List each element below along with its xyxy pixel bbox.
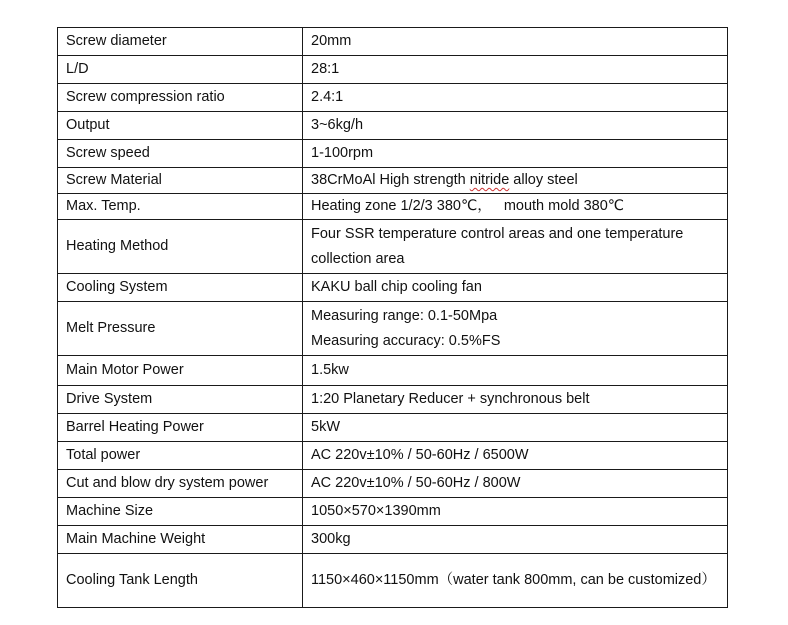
row-value: 1.5kw [303,356,728,386]
row-value: Heating zone 1/2/3 380℃， mouth mold 380℃ [303,194,728,220]
row-value: 2.4:1 [303,84,728,112]
row-value [303,168,728,194]
table-row [58,526,728,554]
table-row [58,56,728,84]
row-value: 1:20 Planetary Reducer + synchronous belt [303,386,728,414]
row-label: Barrel Heating Power [58,414,303,442]
table-row [58,28,728,56]
table-row [58,84,728,112]
value-line: Measuring range: 0.1-50Mpa [311,307,498,324]
row-label: Screw speed [58,140,303,168]
row-value: 1150×460×1150mm（water tank 800mm, can be customized） [303,554,728,608]
row-value: AC 220v±10% / 50-60Hz / 6500W [303,442,728,470]
row-value: KAKU ball chip cooling fan [303,274,728,302]
row-value: 5kW [303,414,728,442]
table-row [58,498,728,526]
row-label: Main Machine Weight [58,526,303,554]
row-value: 20mm [303,28,728,56]
table-row [58,112,728,140]
row-label: Max. Temp. [58,194,303,220]
row-label: Melt Pressure [58,302,303,356]
row-label: Cut and blow dry system power [58,470,303,498]
row-label: Output [58,112,303,140]
value-text: alloy steel [509,172,578,188]
table-row [58,168,728,194]
row-value: 1050×570×1390mm [303,498,728,526]
row-label: Cooling System [58,274,303,302]
table-row [58,140,728,168]
row-label: Screw Material [58,168,303,194]
spec-table [57,27,728,608]
row-label: Heating Method [58,220,303,274]
table-row [58,302,728,356]
row-label: Drive System [58,386,303,414]
spellcheck-flagged-word: nitride [469,172,510,188]
row-value: 300kg [303,526,728,554]
row-value: AC 220v±10% / 50-60Hz / 800W [303,470,728,498]
row-value: 28:1 [303,56,728,84]
row-label: L/D [58,56,303,84]
table-row [58,220,728,274]
row-label: Screw diameter [58,28,303,56]
table-row [58,356,728,386]
row-label: Total power [58,442,303,470]
value-line: Measuring accuracy: 0.5%FS [311,332,501,349]
table-row [58,386,728,414]
row-value: 1-100rpm [303,140,728,168]
row-value: 3~6kg/h [303,112,728,140]
value-text: 38CrMoAl High strength [311,172,470,188]
table-row [58,194,728,220]
table-row [58,554,728,608]
row-label: Main Motor Power [58,356,303,386]
row-label: Screw compression ratio [58,84,303,112]
table-row [58,414,728,442]
table-row [58,442,728,470]
row-value: Four SSR temperature control areas and one temperature collection area [303,220,728,274]
row-label: Cooling Tank Length [58,554,303,608]
table-row [58,470,728,498]
row-value [303,302,728,356]
table-row [58,274,728,302]
row-label: Machine Size [58,498,303,526]
